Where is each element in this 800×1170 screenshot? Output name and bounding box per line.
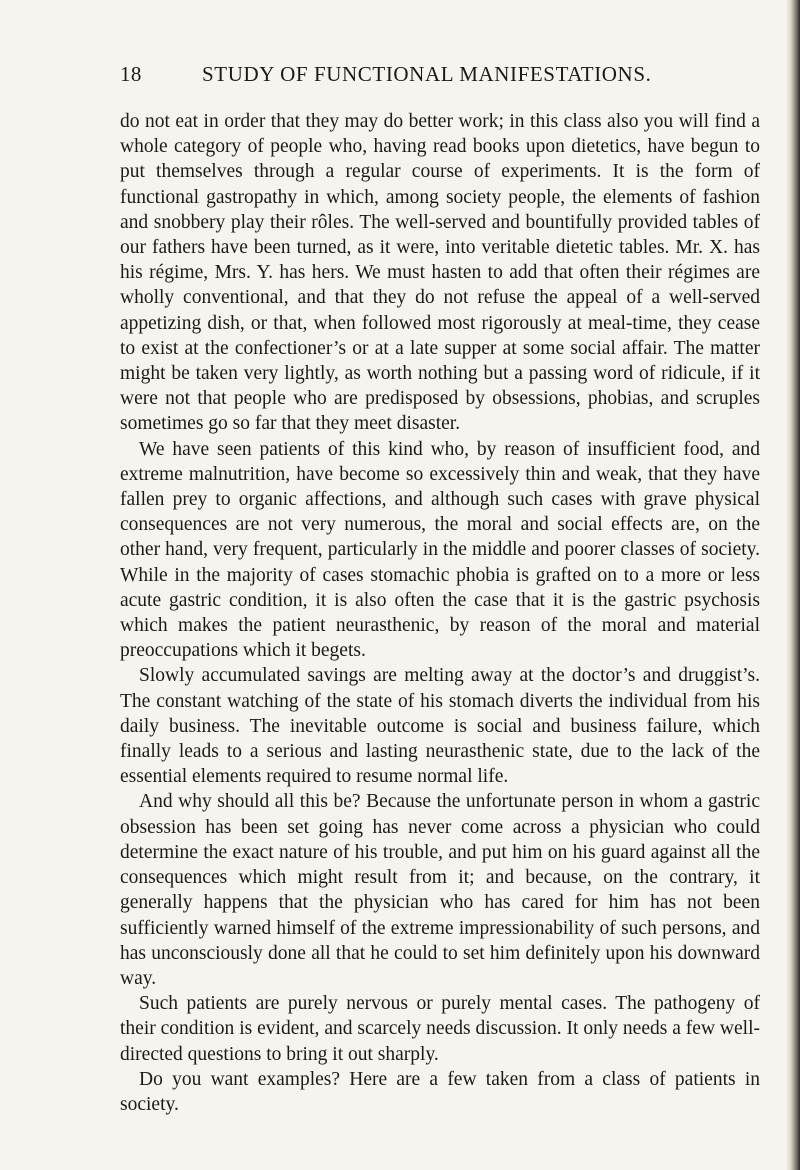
running-title: STUDY OF FUNCTIONAL MANIFESTATIONS. [202,62,652,86]
paragraph: We have seen patients of this kind who, by reason of insufficient food, and extreme malnutrition, have become so excessively thin and weak, that they have fallen prey to organic affections, and although such cases with grave physical consequences are not very numerous, the moral and social effects are, on the other hand, very frequent, particularly in the middle and poorer classes of society. While in the majority of cases stomachic phobia is grafted on to a more or less acute gastric condition, it is also often the case that it is the gastric psychosis which makes the patient neurasthenic, by reason of the moral and material preoccupations which it begets. [120,438,760,662]
page-number: 18 [120,62,142,86]
paragraph: Such patients are purely nervous or purely mental cases. The pathogeny of their condition is evident, and scarcely needs discussion. It only needs a few well-directed questions to bring it out sharply. [120,993,760,1065]
paragraph: And why should all this be? Because the unfortunate person in whom a gastric obsession has been set going has never come across a physician who could determine the exact nature of his trouble, and put him on his guard against all the consequences which might result from it; and because, on the contrary, it generally happens that the physician who has cared for him has not been sufficiently warned himself of the extreme impressionability of such persons, and has unconsciously done all that he could to set him definitely upon his downward way. [120,791,760,989]
paragraph: Slowly accumulated savings are melting away at the doctor’s and druggist’s. The constant watching of the state of his stomach diverts the individual from his daily business. The inevitable outcome is social and business failure, which finally leads to a serious and lasting neurasthenic state, due to the lack of the essential elements required to resume normal life. [120,665,760,788]
paragraph: Do you want examples? Here are a few taken from a class of patients in society. [120,1068,760,1115]
body-text [120,109,760,1117]
paragraph-continuation: do not eat in order that they may do better work; in this class also you will find a whole category of people who, having read books upon dietetics, have begun to put themselves through a regular course of experiments. It is the form of functional gastropathy in which, among society people, the elements of fashion and snobbery play their rôles. The well-served and bountifully provided tables of our fathers have been turned, as it were, into veritable dietetic tables. Mr. X. has his régime, Mrs. Y. has hers. We must hasten to add that often their régimes are wholly conventional, and that they do not refuse the appeal of a well-served appetizing dish, or that, when followed most rigorously at meal-time, they cease to exist at the confectioner’s or at a late supper at some social affair. The matter might be taken very lightly, as worth nothing but a passing word of ridicule, if it were not that people who are predisposed by obsessions, phobias, and scruples sometimes go so far that they meet disaster. [120,111,760,435]
page-edge-shadow [786,0,800,1170]
page-header [120,62,760,92]
